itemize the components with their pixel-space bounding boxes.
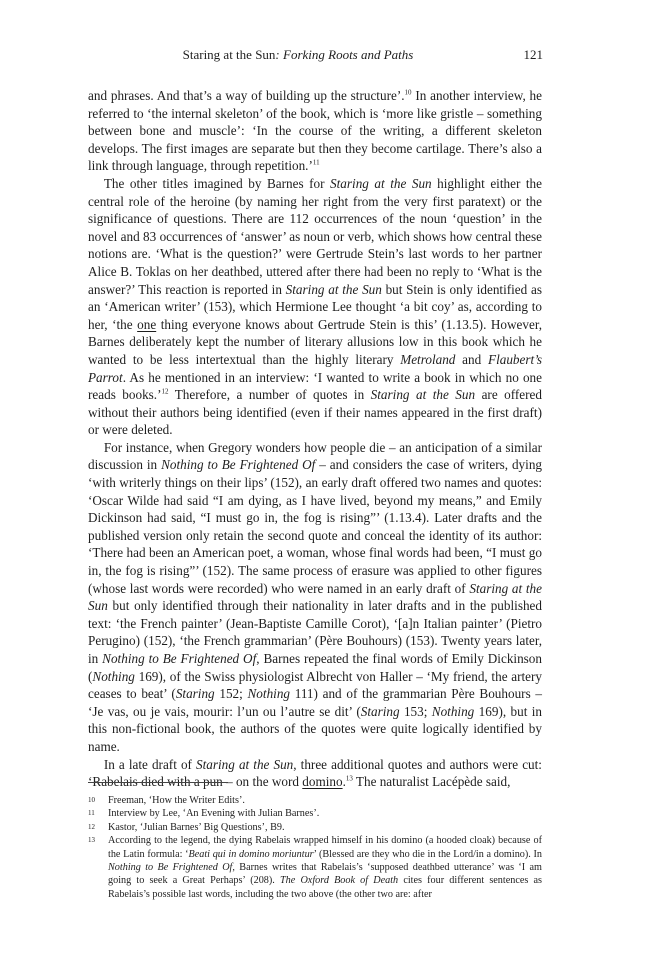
paragraph-2: The other titles imagined by Barnes for Staring at the Sun highlight either the central role of the heroine (by naming her right from the very first paratext) or the significance of questions. There are 112 occurrences of the noun ‘question’ in the novel and 83 occurrences of ‘answer’ as noun or verb, which shows how central these notions are. ‘What is the question?’ were Gertrude Stein’s last words to her partner Alice B. Toklas on her deathbed, uttered after there had been no reply to ‘What is the answer?’ This reaction is reported in Staring at the Sun but Stein is only identified as an ‘American writer’ (153), which Hermione Lee thought ‘a bit coy’ as, according to her, ‘the one thing everyone knows about Gertrude Stein is this’ (1.13.5). However, Barnes deliberately kept the number of literary allusions low in this book which he wanted to be less intertextual than the highly literary Metroland and Flaubert’s Parrot. As he mentioned in an interview: ‘I wanted to write a book in which no one reads books.’$^{12}$ Therefore, a number of quotes in Staring at the Sun are offered without their authors being identified (even if their names appeared in the first draft) or were deleted. <box>88 175 542 438</box>
footnote-ref-12[interactable]: 12 <box>161 387 169 396</box>
footnote-11: 11 Interview by Lee, ‘An Evening with Julian Barnes’. <box>88 808 320 820</box>
paragraph-3: For instance, when Gregory wonders how people die – an anticipation of a similar discussion in Nothing to Be Frightened Of – and considers the case of writers, dying ‘with writerly things on their lips’ (152), an early draft offered two names and quotes: ‘Oscar Wilde had said “I am dying, as I have lived, beyond my means,” and Emily Dickinson had said, “I must go in, the fog is rising”’ (1.13.4). Later drafts and the published version only retain the second quote and conceal the identity of its author: ‘There had been an American poet, a woman, whose final words had been, “I must go in, the fog is rising”’ (152). The same process of erasure was applied to other figures (whose last words were recorded) who were named in an early draft of Staring at the Sun but only identified through their nationality in later drafts and in the published text: ‘the French painter’ (Jean-Baptiste Camille Corot), ‘[a]n Italian painter’ (Pietro Perugino) (152), ‘the French grammarian’ (Père Bouhours) (153). Twenty years later, in Nothing to Be Frightened Of, Barnes repeated the final words of Emily Dickinson (Nothing 169), of the Swiss physiologist Albrecht von Haller – ‘My friend, the artery ceases to beat’ (Staring 152; Nothing 111) and of the grammarian Père Bouhours – ‘Je vas, ou je vais, mourir: l’un ou l’autre se dit’ (Staring 153; Nothing 169), but in this non-fictional book, the authors of the quotes were quite logically identified by name. <box>88 439 543 754</box>
paragraph-1: and phrases. And that’s a way of building up the structure’.$^{10}$ In another interview, he referred to ‘the internal skeleton’ of the book, which is ‘more like gristle – something between bone and muscle’: ‘In the course of the writing, a different skeleton develops. The first images are separate but then they become cartilage. There’s also a link through language, through repetition.’$^{11}$ <box>88 88 542 174</box>
footnote-ref-11[interactable]: 11 <box>312 158 320 167</box>
paragraph-4: In a late draft of Staring at the Sun, three additional quotes and authors were cut: ‘Rabelais died with a pun – on the word domino.$^{13}$ The naturalist Lacépède said, <box>88 756 542 790</box>
footnote-rule <box>88 782 228 783</box>
footnotes <box>88 794 542 901</box>
footnote-12: 12 Kastor, ‘Julian Barnes’ Big Questions’, B9. <box>88 821 285 833</box>
footnote-ref-13[interactable]: 13 <box>345 774 353 783</box>
footnote-13: 13 According to the legend, the dying Rabelais wrapped himself in his domino (a hooded cloak) because of the Latin formula: ‘Beati qui in domino moriuntur’ (Blessed are they who die in the Lord/in a domino). In Nothing to Be Frightened Of, Barnes writes that Rabelais’s ‘supposed deathbed utterance’ was ‘I am going to seek a Great Perhaps’ (208). The Oxford Book of Death cites four different sentences as Rabelais’s possible last words, including the two above (the other two are: after <box>88 835 542 900</box>
footnote-10: 10 Freeman, ‘How the Writer Edits’. <box>88 795 245 806</box>
running-title: Staring at the Sun: Forking Roots and Paths <box>182 47 414 62</box>
footnote-ref-10[interactable]: 10 <box>404 88 412 97</box>
page-number: 121 <box>523 47 543 62</box>
body-text <box>88 87 542 791</box>
